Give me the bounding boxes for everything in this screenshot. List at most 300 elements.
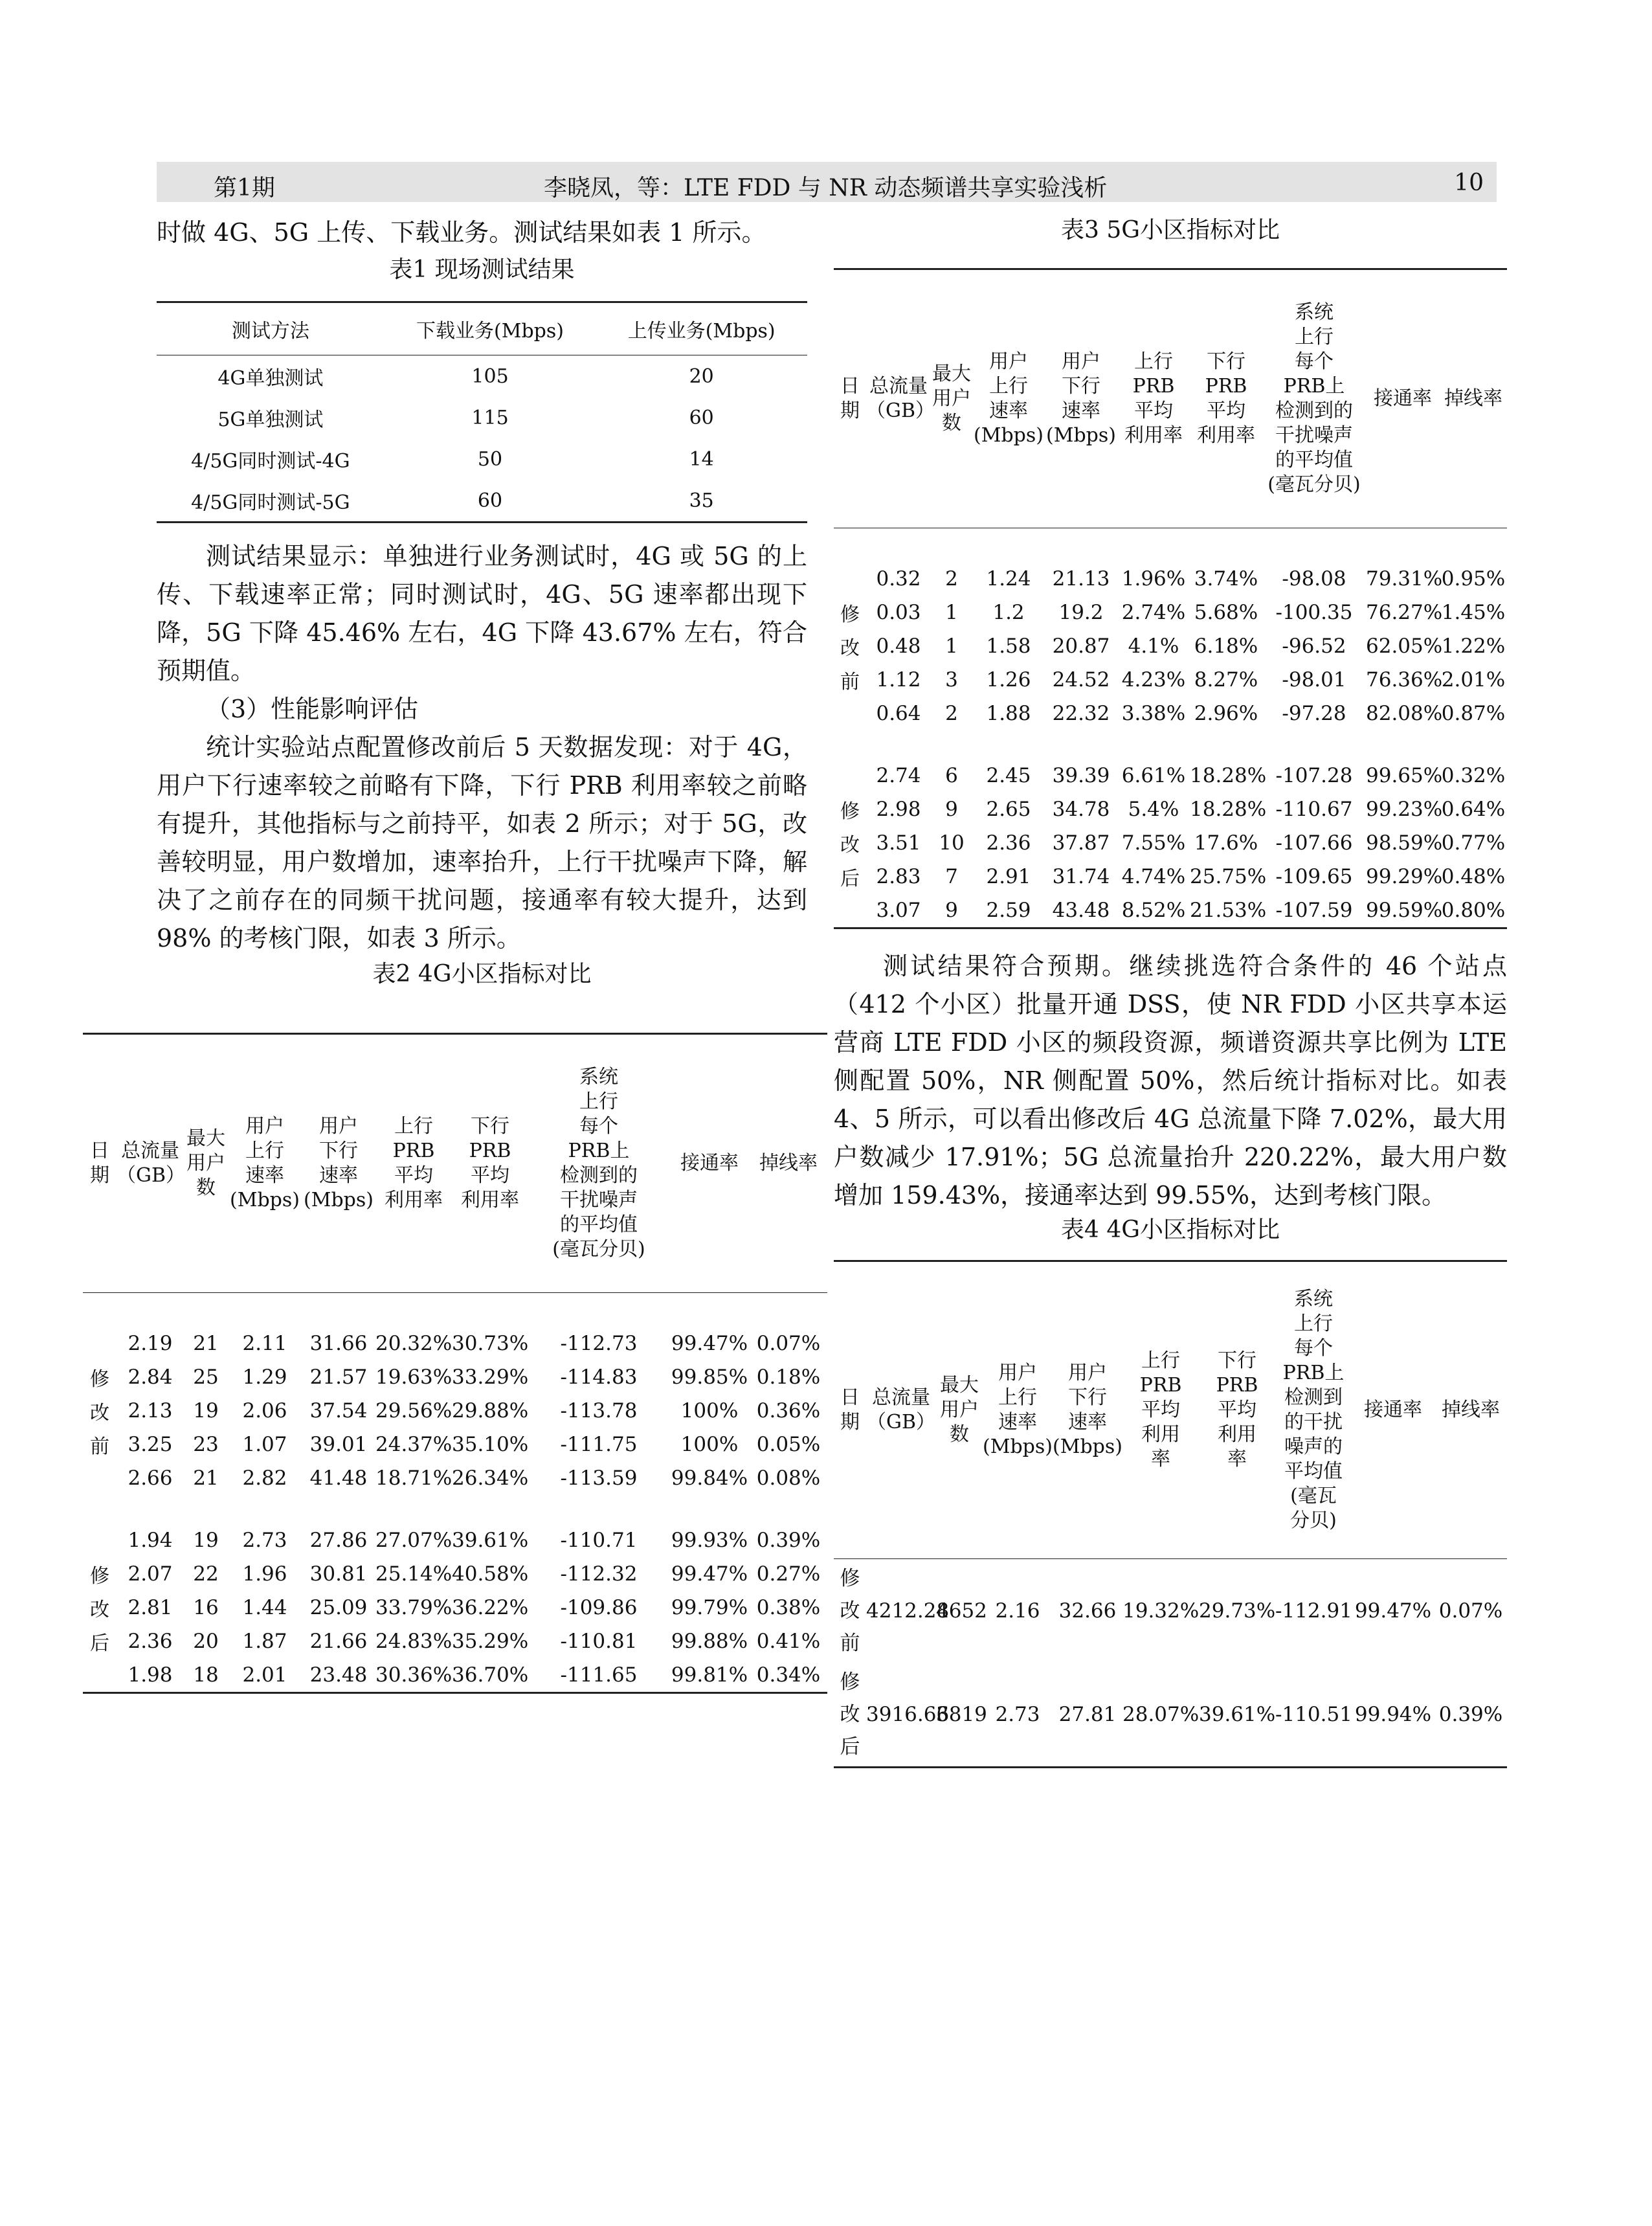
- table-cell: 9: [945, 798, 958, 821]
- table-cell: 99.47%: [1354, 1599, 1432, 1623]
- period-label-cell: [834, 860, 866, 894]
- table-cell: 8.27%: [1194, 668, 1258, 691]
- table-cell: 25.75%: [1190, 865, 1267, 888]
- table-row: [834, 663, 1507, 697]
- table-cell: 35.10%: [452, 1433, 529, 1456]
- row-spacer: [834, 730, 1507, 759]
- table-cell: 24.83%: [375, 1630, 452, 1653]
- table4-caption: 表4 4G小区指标对比: [1060, 1217, 1280, 1243]
- table-cell: 0.77%: [1441, 831, 1506, 855]
- table-cell: 2: [945, 567, 958, 590]
- col-ul-prb: 上行 PRB 平均 利用率: [1117, 269, 1190, 528]
- table-cell: 32.66: [1058, 1599, 1117, 1623]
- table-cell: 28.07%: [1122, 1703, 1200, 1726]
- table-row: [83, 1557, 827, 1591]
- table-cell: 35.29%: [452, 1630, 529, 1653]
- period-label-cell: [834, 1663, 866, 1768]
- table-cell: 3819: [936, 1703, 987, 1726]
- table-row: [83, 1658, 827, 1693]
- table-cell: 99.94%: [1354, 1703, 1432, 1726]
- table-row: [834, 596, 1507, 629]
- table-cell: 2.01: [242, 1663, 287, 1687]
- col-dl-rate: 用户 下行 速率 (Mbps): [1053, 1261, 1122, 1559]
- table-row: [83, 1625, 827, 1658]
- period-label-cell: [834, 663, 866, 697]
- table-row: [157, 438, 807, 480]
- table-cell: 0.41%: [756, 1630, 821, 1653]
- table-cell: 4G单独测试: [218, 367, 324, 390]
- table-cell: 50: [477, 447, 503, 471]
- table-cell: 2.81: [128, 1596, 173, 1619]
- table-cell: 2.84: [128, 1366, 173, 1389]
- table-cell: 2.73: [995, 1703, 1040, 1726]
- col-total-traffic: 总流量 （GB）: [117, 1034, 184, 1293]
- table-cell: 22: [193, 1562, 219, 1586]
- table-cell: 1.44: [242, 1596, 287, 1619]
- table-cell: 76.36%: [1366, 668, 1443, 691]
- table-cell: -100.35: [1275, 601, 1353, 624]
- col-access-rate: 接通率: [669, 1034, 750, 1293]
- table-cell: 99.88%: [671, 1630, 748, 1653]
- table-cell: 1.87: [242, 1630, 287, 1653]
- period-label-char: 改: [90, 1599, 109, 1621]
- table-cell: 98.59%: [1366, 831, 1443, 855]
- table-cell: 2.91: [986, 865, 1031, 888]
- table-cell: 31.74: [1052, 865, 1110, 888]
- table-cell: 3.25: [128, 1433, 173, 1456]
- table-cell: 0.03: [876, 601, 921, 624]
- table-cell: 9: [945, 899, 958, 922]
- table-row: [834, 894, 1507, 928]
- table-row: [834, 860, 1507, 894]
- table2-caption: 表2 4G小区指标对比: [372, 961, 592, 987]
- table-cell: 2.07: [128, 1562, 173, 1586]
- right-column: [834, 214, 1507, 1768]
- period-label-cell: [834, 629, 866, 663]
- period-label-cell: [83, 1327, 117, 1360]
- table-cell: 19: [193, 1399, 219, 1422]
- table-cell: 17.6%: [1194, 831, 1258, 855]
- table-cell: 99.84%: [671, 1467, 748, 1490]
- table-cell: 3916.66: [866, 1703, 950, 1726]
- table-cell: 1.94: [128, 1529, 173, 1552]
- table-cell: 1.58: [986, 635, 1031, 658]
- page-number: 10: [1454, 170, 1484, 196]
- col-date: 日 期: [834, 269, 866, 528]
- spacer-cell: [834, 730, 1507, 759]
- table-cell: 0.48%: [1441, 865, 1506, 888]
- period-label-char: 修: [90, 1368, 109, 1391]
- col-access-rate: 接通率: [1366, 269, 1440, 528]
- table-cell: -113.78: [560, 1399, 638, 1422]
- col-max-users: 最大 用户 数: [184, 1034, 228, 1293]
- table-cell: 2.74: [876, 764, 921, 787]
- evaluation-paragraph: 统计实验站点配置修改前后 5 天数据发现：对于 4G，用户下行速率较之前略有下降，下行 PRB 利用率较之前略有提升，其他指标与之前持平，如表 2 所示；对于 5G，改善较明显，用户数增加，速率抬升，上行干扰噪声下降，解决了之前存在的同频干扰问题，接通率有较大提升，达到 98% 的考核门限，如表 3 所示。: [157, 733, 807, 952]
- table-cell: 2.82: [242, 1467, 287, 1490]
- table-cell: 115: [471, 406, 509, 429]
- table-cell: -107.59: [1275, 899, 1353, 922]
- table-cell: 31.66: [309, 1332, 368, 1355]
- table-cell: 27.07%: [375, 1529, 452, 1552]
- table-row: [834, 759, 1507, 793]
- table-cell: 2.36: [128, 1630, 173, 1653]
- col-drop-rate: 掉线率: [1440, 269, 1507, 528]
- table-cell: 24.52: [1052, 668, 1110, 691]
- table-cell: 2.13: [128, 1399, 173, 1422]
- table-cell: 2.65: [986, 798, 1031, 821]
- col-dl-prb: 下行 PRB 平均 利用率: [452, 1034, 528, 1293]
- table-cell: 7.55%: [1121, 831, 1186, 855]
- table-cell: 39.61%: [1199, 1703, 1276, 1726]
- col-access-rate: 接通率: [1352, 1261, 1434, 1559]
- table-row: [83, 1327, 827, 1360]
- table-cell: 99.79%: [671, 1596, 748, 1619]
- issue-number: 第1期: [214, 175, 275, 201]
- table-cell: 4.23%: [1121, 668, 1186, 691]
- table-cell: 0.08%: [756, 1467, 821, 1490]
- col-dl-prb: 下行 PRB 平均 利用 率: [1199, 1261, 1275, 1559]
- period-label-cell: [834, 793, 866, 826]
- period-label-char: 改: [840, 1703, 860, 1726]
- table-row: [834, 793, 1507, 826]
- period-label-char: 修: [840, 603, 860, 626]
- table-cell: 36.70%: [452, 1663, 529, 1687]
- table-cell: 2.96%: [1194, 702, 1258, 725]
- table-cell: 0.34%: [756, 1663, 821, 1687]
- col-max-users: 最大 用户 数: [936, 1261, 983, 1559]
- table-cell: 99.47%: [671, 1562, 748, 1586]
- table-cell: 37.87: [1052, 831, 1110, 855]
- table-cell: 62.05%: [1366, 635, 1443, 658]
- table-cell: 99.85%: [671, 1366, 748, 1389]
- period-label-cell: [83, 1557, 117, 1591]
- col-interference: 系统 上行 每个 PRB上 检测到的 干扰噪声 的平均值 (毫瓦分贝): [528, 1034, 669, 1293]
- table-cell: 41.48: [309, 1467, 368, 1490]
- table-cell: 0.64: [876, 702, 921, 725]
- table-cell: 100%: [680, 1433, 739, 1456]
- period-label-char: 改: [90, 1402, 109, 1424]
- table-cell: -97.28: [1282, 702, 1346, 725]
- table-cell: -114.83: [560, 1366, 638, 1389]
- period-label-cell: [834, 1559, 866, 1663]
- result-paragraph: 测试结果显示：单独进行业务测试时，4G 或 5G 的上传、下载速率正常；同时测试时，4G、5G 速率都出现下降，5G 下降 45.46% 左右，4G 下降 43.67% 左右，符合预期值。: [157, 542, 807, 685]
- table-cell: 21.66: [309, 1630, 368, 1653]
- table-cell: 19.2: [1058, 601, 1104, 624]
- table-cell: 3: [945, 668, 958, 691]
- table-cell: 4.74%: [1121, 865, 1186, 888]
- table-cell: 26.34%: [452, 1467, 529, 1490]
- table-cell: 21.57: [309, 1366, 368, 1389]
- period-label-cell: [834, 596, 866, 629]
- table-row: [83, 1523, 827, 1557]
- table-cell: 99.23%: [1366, 798, 1443, 821]
- table-cell: -111.65: [560, 1663, 638, 1687]
- table-cell: 39.61%: [452, 1529, 529, 1552]
- table-cell: 0.80%: [1441, 899, 1506, 922]
- table-cell: 5.68%: [1194, 601, 1258, 624]
- table-cell: 4/5G同时测试-4G: [191, 450, 350, 473]
- table-cell: -98.08: [1282, 567, 1346, 590]
- table-cell: 2.73: [242, 1529, 287, 1552]
- period-label-char: 修: [840, 1670, 860, 1694]
- table-cell: 99.93%: [671, 1529, 748, 1552]
- table-cell: 25.14%: [375, 1562, 452, 1586]
- table-cell: 21.53%: [1190, 899, 1267, 922]
- table-header: 测试方法: [157, 302, 385, 355]
- table-cell: -113.59: [560, 1467, 638, 1490]
- table-cell: 29.56%: [375, 1399, 452, 1422]
- table-cell: 0.07%: [1438, 1599, 1503, 1623]
- spacer-cell: [83, 1495, 827, 1523]
- table-cell: 25.09: [309, 1596, 368, 1619]
- table-cell: -109.65: [1275, 865, 1353, 888]
- table-cell: -112.91: [1275, 1599, 1352, 1623]
- col-interference: 系统 上行 每个 PRB上 检测到的 干扰噪声 的平均值 (毫瓦分贝): [1262, 269, 1366, 528]
- table-cell: 1.2: [992, 601, 1025, 624]
- table-cell: 3.07: [876, 899, 921, 922]
- col-max-users: 最大 用户 数: [931, 269, 972, 528]
- table-cell: -112.32: [560, 1562, 638, 1586]
- period-label-char: 修: [840, 800, 860, 823]
- table-cell: 99.29%: [1366, 865, 1443, 888]
- table-cell: 0.05%: [756, 1433, 821, 1456]
- period-label-char: 后: [840, 1735, 860, 1759]
- table-cell: 3.38%: [1121, 702, 1186, 725]
- intro-text: 时做 4G、5G 上传、下载业务。测试结果如表 1 所示。: [157, 218, 766, 247]
- table-cell: 20: [193, 1630, 219, 1653]
- table-cell: 79.31%: [1366, 567, 1443, 590]
- period-label-cell: [83, 1394, 117, 1428]
- table-cell: 16: [193, 1596, 219, 1619]
- table-cell: 19.63%: [375, 1366, 452, 1389]
- table-cell: 30.81: [309, 1562, 368, 1586]
- table3: [834, 268, 1507, 929]
- table-cell: 0.48: [876, 635, 921, 658]
- period-label-char: 后: [90, 1632, 109, 1655]
- table-cell: 21: [193, 1467, 219, 1490]
- table-cell: 99.59%: [1366, 899, 1443, 922]
- table-cell: 0.95%: [1441, 567, 1506, 590]
- table-cell: 1.26: [986, 668, 1031, 691]
- table-cell: 1.98: [128, 1663, 173, 1687]
- table-cell: 3.51: [876, 831, 921, 855]
- table-row: [83, 1360, 827, 1394]
- table-cell: 5G单独测试: [218, 409, 324, 431]
- table-cell: 21: [193, 1332, 219, 1355]
- table-cell: 2.45: [986, 764, 1031, 787]
- table-cell: 43.48: [1052, 899, 1110, 922]
- table4: [834, 1260, 1507, 1768]
- col-dl-rate: 用户 下行 速率 (Mbps): [302, 1034, 375, 1293]
- col-ul-rate: 用户 上行 速率 (Mbps): [983, 1261, 1053, 1559]
- col-dl-prb: 下行 PRB 平均 利用率: [1190, 269, 1262, 528]
- table-cell: 0.87%: [1441, 702, 1506, 725]
- table-cell: 99.81%: [671, 1663, 748, 1687]
- table-row: [83, 1461, 827, 1495]
- table-header: 下载业务(Mbps): [385, 302, 596, 355]
- table-cell: -109.86: [560, 1596, 638, 1619]
- table-cell: 2.16: [995, 1599, 1040, 1623]
- table-row: [834, 562, 1507, 596]
- period-label-cell: [834, 562, 866, 596]
- table-cell: -96.52: [1282, 635, 1346, 658]
- table-cell: 29.88%: [452, 1399, 529, 1422]
- col-date: 日 期: [83, 1034, 117, 1293]
- table-cell: 1.29: [242, 1366, 287, 1389]
- table-cell: 23: [193, 1433, 219, 1456]
- period-label-char: 改: [840, 834, 860, 857]
- period-label-cell: [83, 1360, 117, 1394]
- table-cell: 4/5G同时测试-5G: [191, 491, 350, 514]
- period-label-cell: [834, 894, 866, 928]
- period-label-cell: [83, 1658, 117, 1693]
- table-cell: 14: [689, 447, 714, 471]
- table-cell: 4652: [936, 1599, 987, 1623]
- period-label-cell: [834, 697, 866, 730]
- running-title: 李晓凤，等：LTE FDD 与 NR 动态频谱共享实验浅析: [544, 175, 1108, 201]
- running-header: [157, 162, 1497, 202]
- table-cell: 6.18%: [1194, 635, 1258, 658]
- batch-paragraph: 测试结果符合预期。继续挑选符合条件的 46 个站点（412 个小区）批量开通 DSS，使 NR FDD 小区共享本运营商 LTE FDD 小区的频段资源，频谱资源共享比例为 LTE 侧配置 50%，NR 侧配置 50%，然后统计指标对比。如表 4、5 所示，可以看出修改后 4G 总流量下降 7.02%，最大用户数减少 17.91%；5G 总流量抬升 220.22%，最大用户数增加 159.43%，接通率达到 99.55%，达到考核门限。: [834, 952, 1507, 1209]
- period-label-cell: [83, 1591, 117, 1625]
- table-cell: 4.1%: [1128, 635, 1179, 658]
- table-cell: 18: [193, 1663, 219, 1687]
- table-cell: 1.45%: [1441, 601, 1506, 624]
- table-cell: 99.47%: [671, 1332, 748, 1355]
- table-cell: 36.22%: [452, 1596, 529, 1619]
- table-cell: 100%: [680, 1399, 739, 1422]
- table-cell: 0.32: [876, 567, 921, 590]
- period-label-cell: [834, 759, 866, 793]
- table-cell: 60: [477, 489, 503, 512]
- table-row: [157, 480, 807, 523]
- row-spacer: [83, 1495, 827, 1523]
- table-cell: 30.36%: [375, 1663, 452, 1687]
- table-cell: 27.86: [309, 1529, 368, 1552]
- col-interference: 系统 上行 每个 PRB上 检测到 的干扰 噪声的 平均值 (毫瓦 分贝): [1275, 1261, 1352, 1559]
- table-row: [834, 1663, 1507, 1768]
- table-cell: 82.08%: [1366, 702, 1443, 725]
- table-cell: 35: [689, 489, 714, 512]
- table-row: [157, 355, 807, 398]
- table-cell: 2.11: [242, 1332, 287, 1355]
- table-cell: 34.78: [1052, 798, 1110, 821]
- table-cell: 33.79%: [375, 1596, 452, 1619]
- table-row: [83, 1394, 827, 1428]
- spacer-cell: [834, 528, 1507, 563]
- left-column: [157, 214, 807, 998]
- table-cell: 60: [689, 406, 714, 429]
- period-label-char: 后: [840, 868, 860, 890]
- table-cell: 0.18%: [756, 1366, 821, 1389]
- table-cell: 0.39%: [1438, 1703, 1503, 1726]
- table-row: [834, 629, 1507, 663]
- table-cell: 2.59: [986, 899, 1031, 922]
- table-cell: 30.73%: [452, 1332, 529, 1355]
- table-cell: 2.36: [986, 831, 1031, 855]
- table-cell: -112.73: [560, 1332, 638, 1355]
- table-cell: -110.71: [560, 1529, 638, 1552]
- table-cell: 5.4%: [1128, 798, 1179, 821]
- col-ul-rate: 用户 上行 速率 (Mbps): [972, 269, 1045, 528]
- table-cell: 22.32: [1052, 702, 1110, 725]
- table-row: [157, 397, 807, 438]
- table-cell: 99.65%: [1366, 764, 1443, 787]
- table-cell: 6.61%: [1121, 764, 1186, 787]
- table-cell: 20.87: [1052, 635, 1110, 658]
- table-header: 上传业务(Mbps): [596, 302, 807, 355]
- table-cell: 6: [945, 764, 958, 787]
- col-ul-rate: 用户 上行 速率 (Mbps): [228, 1034, 302, 1293]
- table-cell: 18.28%: [1190, 764, 1267, 787]
- col-ul-prb: 上行 PRB 平均 利用 率: [1122, 1261, 1199, 1559]
- table-cell: -110.67: [1275, 798, 1353, 821]
- table-cell: 0.27%: [756, 1562, 821, 1586]
- table-cell: 2: [945, 702, 958, 725]
- table-cell: 0.07%: [756, 1332, 821, 1355]
- table-cell: 0.64%: [1441, 798, 1506, 821]
- table-cell: 4212.28: [866, 1599, 950, 1623]
- table-cell: 7: [945, 865, 958, 888]
- table-cell: 1.22%: [1441, 635, 1506, 658]
- period-label-char: 修: [840, 1567, 860, 1590]
- table-cell: 33.29%: [452, 1366, 529, 1389]
- period-label-char: 前: [840, 671, 860, 693]
- table-cell: 0.39%: [756, 1529, 821, 1552]
- period-label-cell: [83, 1523, 117, 1557]
- table-cell: 2.83: [876, 865, 921, 888]
- table-row: [834, 697, 1507, 730]
- table-cell: 0.38%: [756, 1596, 821, 1619]
- table-cell: 3.74%: [1194, 567, 1258, 590]
- col-date: 日 期: [834, 1261, 866, 1559]
- table-cell: 76.27%: [1366, 601, 1443, 624]
- table-cell: -111.75: [560, 1433, 638, 1456]
- row-spacer: [834, 528, 1507, 563]
- table-cell: 27.81: [1058, 1703, 1117, 1726]
- table2: [83, 1033, 827, 1694]
- table-row: [834, 826, 1507, 860]
- col-total-traffic: 总流量 （GB）: [866, 269, 931, 528]
- table-cell: 105: [471, 365, 509, 388]
- col-total-traffic: 总流量 （GB）: [866, 1261, 936, 1559]
- table-cell: 2.98: [876, 798, 921, 821]
- table-cell: 25: [193, 1366, 219, 1389]
- table-cell: 1.07: [242, 1433, 287, 1456]
- table-cell: -107.66: [1275, 831, 1353, 855]
- table-cell: -98.01: [1282, 668, 1346, 691]
- table-cell: 0.32%: [1441, 764, 1506, 787]
- table-cell: 10: [939, 831, 965, 855]
- period-label-cell: [83, 1428, 117, 1461]
- table-cell: 0.36%: [756, 1399, 821, 1422]
- table2-wrapper: [83, 1033, 827, 1694]
- table-cell: 2.19: [128, 1332, 173, 1355]
- table-cell: 1.88: [986, 702, 1031, 725]
- period-label-cell: [83, 1461, 117, 1495]
- col-drop-rate: 掉线率: [750, 1034, 827, 1293]
- table-cell: 19.32%: [1122, 1599, 1200, 1623]
- table-cell: 29.73%: [1199, 1599, 1276, 1623]
- table1: [157, 301, 807, 523]
- table-cell: 1.24: [986, 567, 1031, 590]
- table-cell: 24.37%: [375, 1433, 452, 1456]
- table-cell: 1.96: [242, 1562, 287, 1586]
- period-label-char: 改: [840, 1599, 860, 1623]
- table-cell: 21.13: [1052, 567, 1110, 590]
- table3-caption: 表3 5G小区指标对比: [1060, 217, 1280, 243]
- table-cell: 23.48: [309, 1663, 368, 1687]
